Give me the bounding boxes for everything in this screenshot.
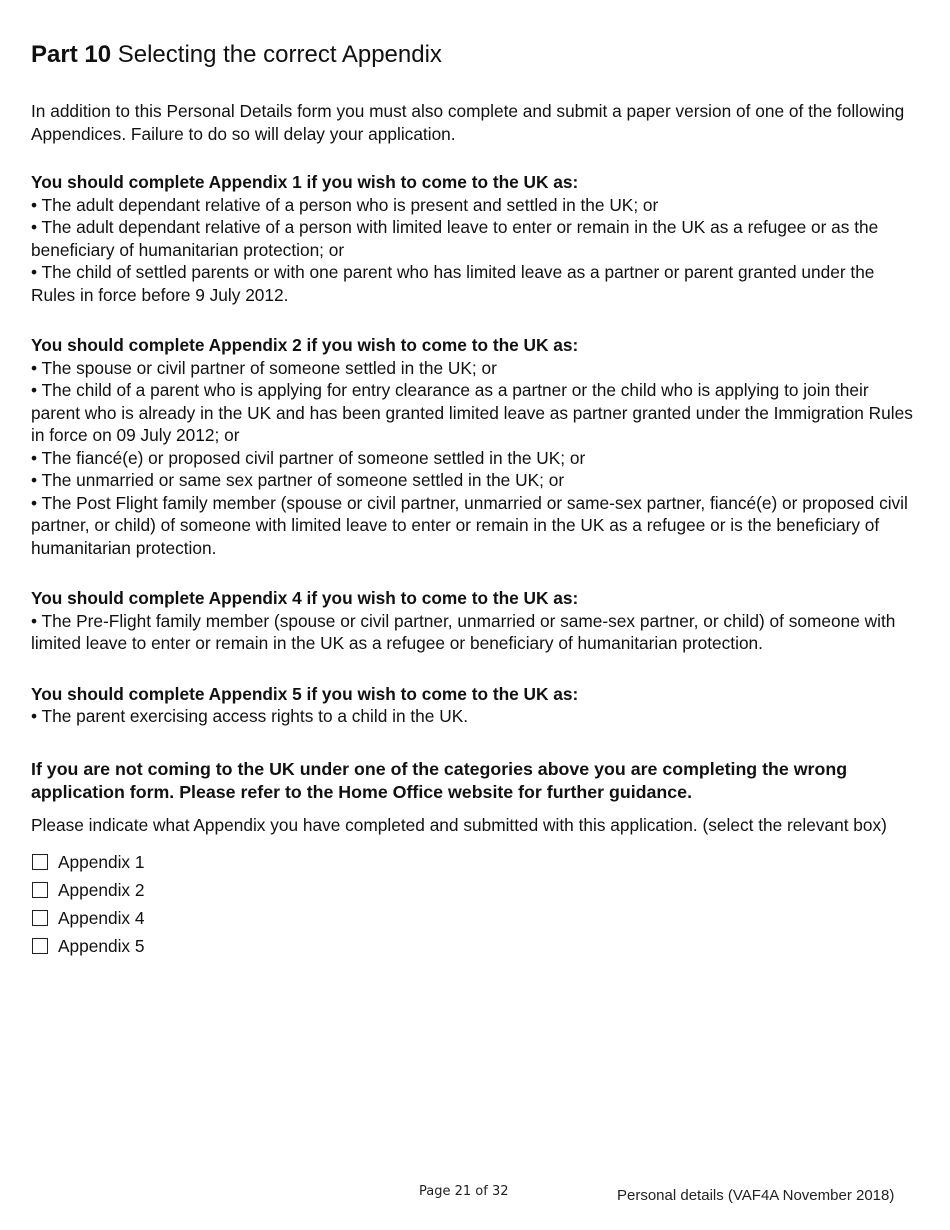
page-title [31,38,921,72]
list-item: • The Post Flight family member (spouse or civil partner, unmarried or same-sex partner, fiancé(e) or proposed civil partner, or child) of someone with limited leave to enter or remain in the UK as a refugee or is the beneficiary of humanitarian protection. [31,492,908,558]
option-label: Appendix 2 [58,879,145,900]
section-heading: You should complete Appendix 5 if you wish to come to the UK as: [31,683,579,704]
option-appendix-2[interactable] [31,876,921,904]
option-label: Appendix 4 [58,907,145,928]
instruction-text: Please indicate what Appendix you have completed and submitted with this application. (select the relevant box) [31,814,887,835]
list-item: • The adult dependant relative of a person who is present and settled in the UK; or [31,194,659,215]
option-appendix-1[interactable] [31,848,921,876]
option-appendix-4[interactable] [31,904,921,932]
list-item: • The adult dependant relative of a person with limited leave to enter or remain in the UK as a refugee or as the beneficiary of humanitarian protection; or [31,217,879,260]
list-item: • The child of a parent who is applying for entry clearance as a partner or the child who is applying to join their parent who is already in the UK and has been granted limited leave as partner granted under the Immigration Rules in force on 09 July 2012; or [31,380,913,445]
list-item: • The spouse or civil partner of someone settled in the UK; or [31,357,497,378]
checkbox-appendix-1[interactable] [32,854,48,870]
list-item: • The child of settled parents or with one parent who has limited leave as a partner or parent granted under the Rules in force before 9 July 2012. [31,262,875,305]
option-label: Appendix 1 [58,851,145,872]
appendix-options [31,848,921,960]
option-label: Appendix 5 [58,935,145,956]
document-reference: Personal details (VAF4A November 2018) [617,1187,895,1204]
section-heading: You should complete Appendix 2 if you wish to come to the UK as: [31,335,579,355]
part-label: Part 10 [31,41,112,68]
list-item: • The fiancé(e) or proposed civil partner of someone settled in the UK; or [31,447,586,468]
page-number: Page 21 of 32 [419,1184,509,1199]
form-page [31,38,921,960]
list-item: • The unmarried or same sex partner of someone settled in the UK; or [31,470,565,490]
warning-text: If you are not coming to the UK under one of the categories above you are completing the wrong application form. Please refer to the Home Office website for further guidance. [31,758,848,802]
section-appendix-2 [31,334,921,559]
checkbox-appendix-5[interactable] [32,938,48,954]
section-appendix-4 [31,587,921,655]
section-appendix-5 [31,683,921,728]
checkbox-appendix-4[interactable] [32,910,48,926]
list-item: • The Pre-Flight family member (spouse or civil partner, unmarried or same-sex partner, or child) of someone with limited leave to enter or remain in the UK as a refugee or beneficiary of humanitarian protection. [31,610,896,653]
section-heading: You should complete Appendix 4 if you wish to come to the UK as: [31,588,579,608]
title-text: Selecting the correct Appendix [117,41,442,68]
list-item: • The parent exercising access rights to a child in the UK. [31,706,469,726]
option-appendix-5[interactable] [31,932,921,960]
checkbox-appendix-2[interactable] [32,882,48,898]
section-appendix-1 [31,171,921,306]
section-heading: You should complete Appendix 1 if you wish to come to the UK as: [31,172,579,192]
intro-paragraph: In addition to this Personal Details form you must also complete and submit a paper version of one of the following Appendices. Failure to do so will delay your application. [31,101,905,144]
